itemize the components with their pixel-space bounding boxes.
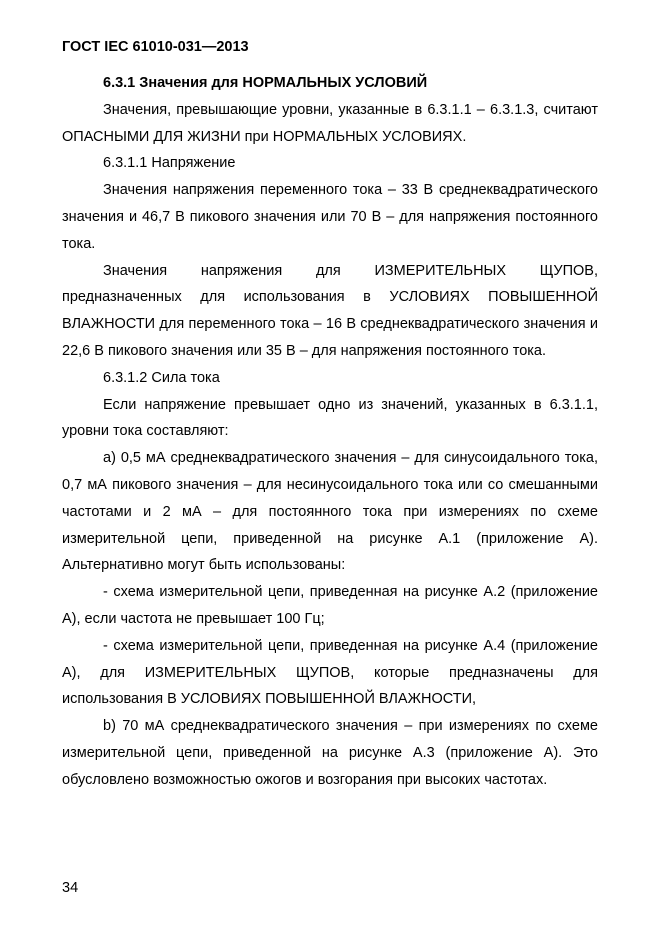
section-heading: 6.3.1 Значения для НОРМАЛЬНЫХ УСЛОВИЙ bbox=[103, 75, 428, 91]
subsection-heading: 6.3.1.2 Сила тока bbox=[103, 369, 220, 386]
document-body bbox=[62, 70, 598, 794]
document-header: ГОСТ IEC 61010-031—2013 bbox=[62, 39, 249, 55]
list-item: - схема измерительной цепи, приведенная на рисунке А.2 (приложение А), если частота не превышает 100 Гц; bbox=[62, 584, 598, 627]
list-item: - схема измерительной цепи, приведенная на рисунке А.4 (приложение А), для ИЗМЕРИТЕЛЬНЫХ ЩУПОВ, которые предназначены для использования В УСЛОВИЯХ ПОВЫШЕННОЙ ВЛАЖНОСТИ, bbox=[62, 637, 598, 708]
paragraph: Если напряжение превышает одно из значений, указанных в 6.3.1.1, уровни тока составляют: bbox=[62, 396, 598, 440]
list-item: b) 70 мА среднеквадратического значения – при измерениях по схеме измерительной цепи, приведенной на рисунке А.3 (приложение А). Это обусловлено возможностью ожогов и возгорания при высоких частотах. bbox=[62, 718, 598, 788]
paragraph: Значения, превышающие уровни, указанные в 6.3.1.1 – 6.3.1.3, считают ОПАСНЫМИ ДЛЯ ЖИЗНИ при НОРМАЛЬНЫХ УСЛОВИЯХ. bbox=[62, 101, 598, 145]
paragraph: Значения напряжения для ИЗМЕРИТЕЛЬНЫХ ЩУПОВ, предназначенных для использования в УСЛОВИЯХ ПОВЫШЕННОЙ ВЛАЖНОСТИ для переменного тока – 16 В среднеквадратического значения и 22,6 В пикового значения или 35 В – для напряжения постоянного тока. bbox=[62, 262, 598, 359]
list-item: a) 0,5 мА среднеквадратического значения – для синусоидального тока, 0,7 мА пикового значения – для несинусоидального тока или со смешанными частотами и 2 мА – для постоянного тока при измерениях по схеме измерительной цепи, приведенной на рисунке А.1 (приложение А). Альтернативно могут быть использованы: bbox=[62, 450, 598, 574]
paragraph: Значения напряжения переменного тока – 33 В среднеквадратического значения и 46,7 В пикового значения или 70 В – для напряжения постоянного тока. bbox=[62, 182, 598, 252]
page-number: 34 bbox=[62, 880, 79, 896]
subsection-heading: 6.3.1.1 Напряжение bbox=[103, 155, 236, 172]
